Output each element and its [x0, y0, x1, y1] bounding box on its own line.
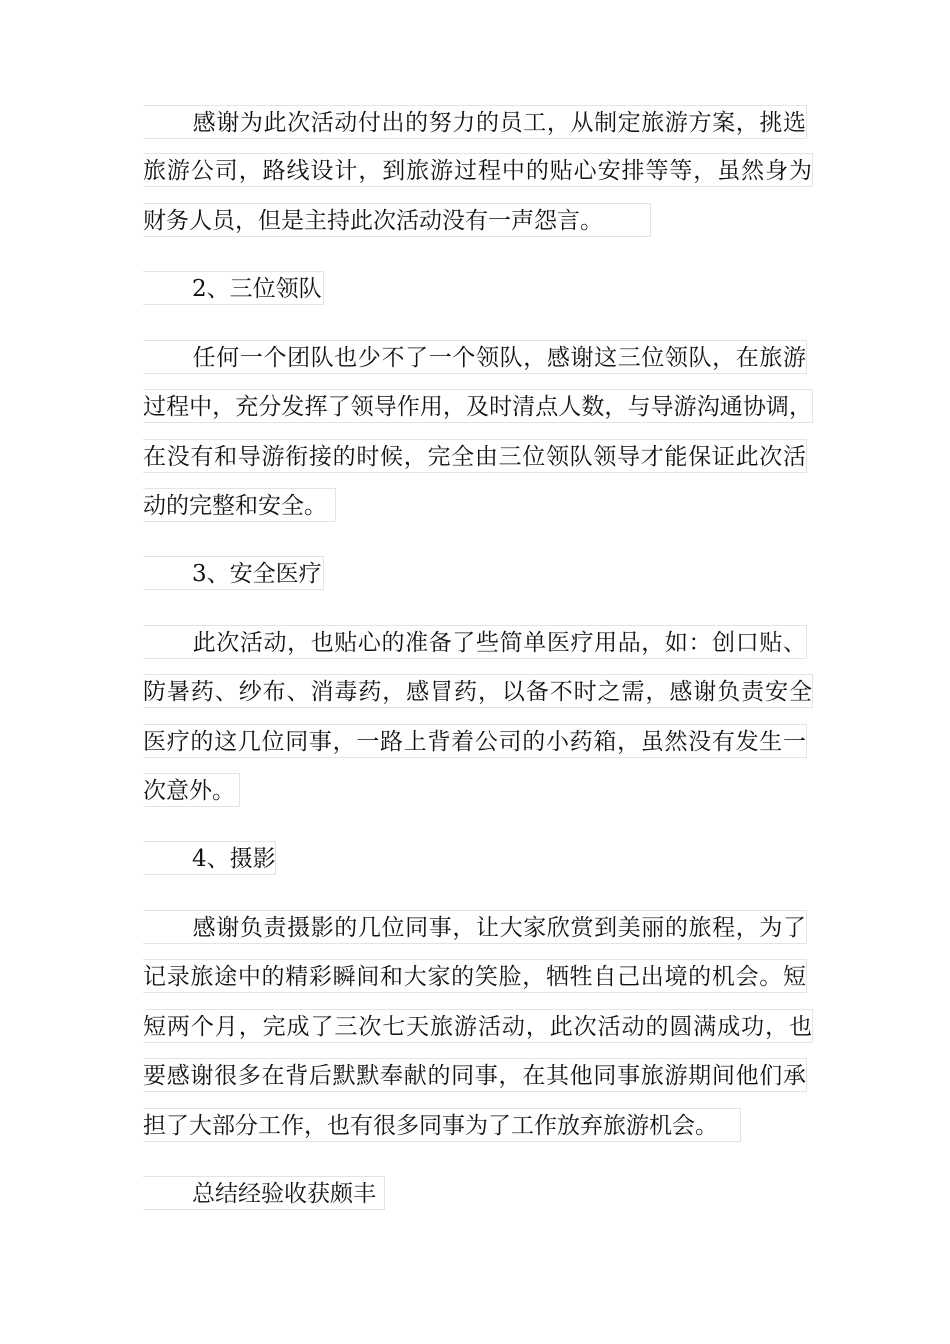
line-text: 感谢为此次活动付出的努力的员工，从制定旅游方案，挑选: [192, 110, 806, 136]
paragraph-line: [143, 625, 807, 659]
paragraph-line: [143, 389, 813, 423]
line-text: 记录旅途中的精彩瞬间和大家的笑脸，牺牲自己出境的机会。短: [143, 964, 806, 990]
paragraph-line: [143, 340, 807, 374]
paragraph-line: [143, 674, 813, 708]
line-text: 此次活动，也贴心的准备了些简单医疗用品，如：创口贴、: [192, 630, 806, 656]
section-heading: [143, 556, 324, 590]
heading-text: 2、三位领队: [192, 276, 322, 302]
paragraph-line: [143, 1108, 741, 1142]
section-heading: [143, 271, 324, 305]
line-text: 在没有和导游衔接的时候，完全由三位领队领导才能保证此次活: [143, 444, 806, 470]
paragraph-line: [143, 1009, 813, 1043]
paragraph-line: [143, 773, 240, 807]
line-text: 任何一个团队也少不了一个领队，感谢这三位领队，在旅游: [192, 345, 806, 371]
paragraph-line: [143, 105, 807, 139]
heading-text: 总结经验收获颇丰: [192, 1181, 376, 1207]
line-text: 旅游公司，路线设计，到旅游过程中的贴心安排等等，虽然身为: [143, 158, 812, 184]
paragraph-line: [143, 439, 807, 473]
line-text: 次意外。: [143, 778, 235, 804]
paragraph-line: [143, 959, 807, 993]
heading-text: 3、安全医疗: [192, 561, 322, 587]
heading-text: 4、摄影: [192, 846, 276, 872]
line-text: 财务人员，但是主持此次活动没有一声怨言。: [143, 208, 603, 234]
line-text: 过程中，充分发挥了领导作用，及时清点人数，与导游沟通协调，: [143, 394, 812, 420]
line-text: 短两个月，完成了三次七天旅游活动，此次活动的圆满成功，也: [143, 1014, 812, 1040]
section-heading: [143, 841, 276, 875]
paragraph-line: [143, 488, 336, 522]
paragraph-line: [143, 910, 807, 944]
line-text: 防暑药、纱布、消毒药，感冒药，以备不时之需，感谢负责安全: [143, 679, 812, 705]
paragraph-line: [143, 724, 807, 758]
paragraph-line: [143, 153, 813, 187]
paragraph-line: [143, 203, 651, 237]
line-text: 要感谢很多在背后默默奉献的同事，在其他同事旅游期间他们承: [143, 1063, 806, 1089]
paragraph-line: [143, 1058, 807, 1092]
line-text: 动的完整和安全。: [143, 493, 327, 519]
line-text: 医疗的这几位同事，一路上背着公司的小药箱，虽然没有发生一: [143, 729, 806, 755]
section-heading: [143, 1176, 385, 1210]
line-text: 担了大部分工作，也有很多同事为了工作放弃旅游机会。: [143, 1113, 718, 1139]
line-text: 感谢负责摄影的几位同事，让大家欣赏到美丽的旅程，为了: [192, 915, 806, 941]
